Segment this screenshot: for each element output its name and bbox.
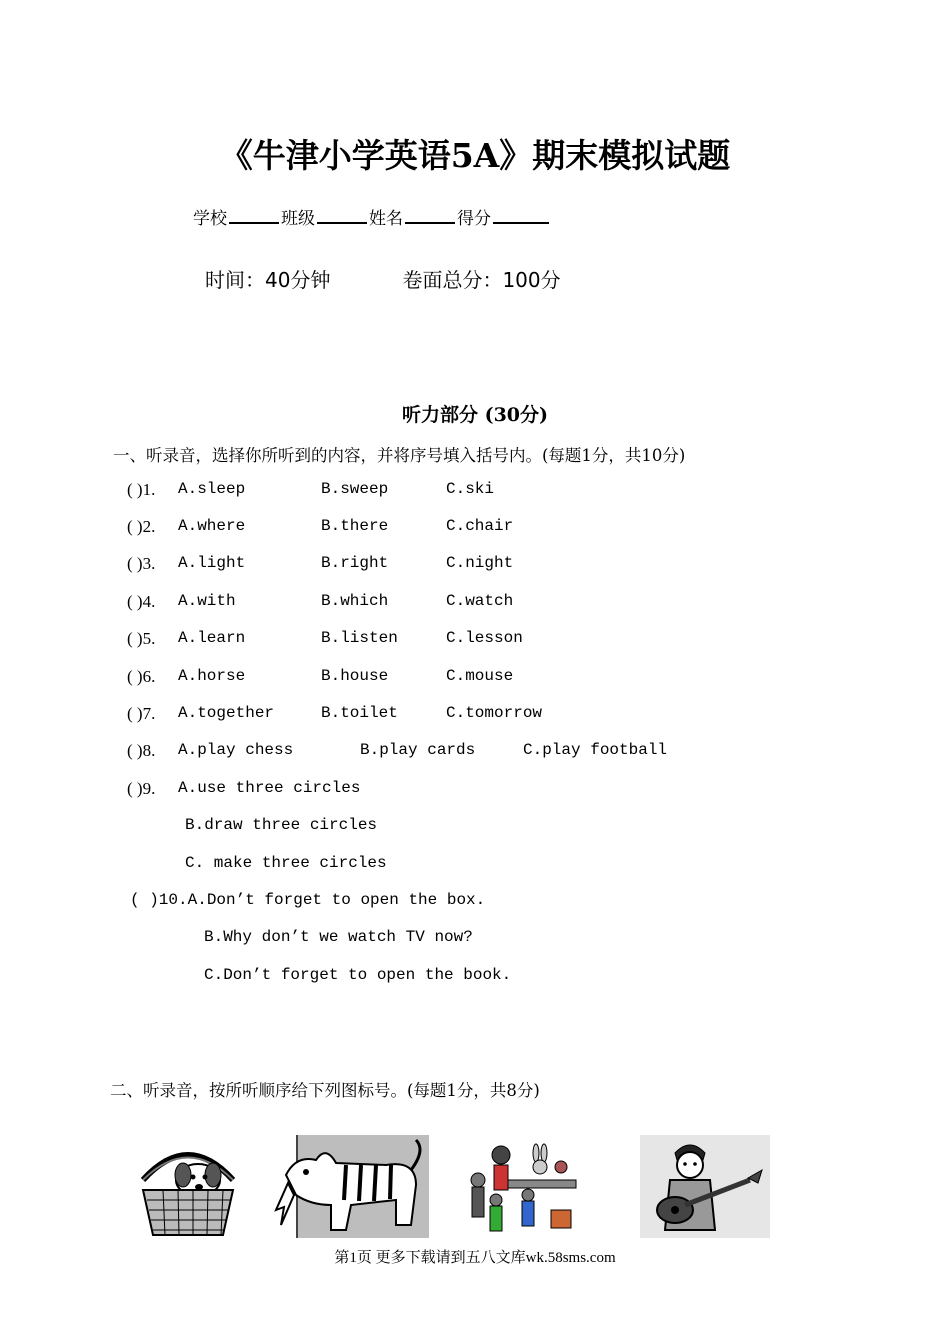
option-a: A.light <box>178 554 246 572</box>
option-a: A.Don’t forget to open the box. <box>187 891 486 909</box>
score-blank[interactable] <box>493 206 549 224</box>
question-9 <box>127 779 155 799</box>
page-footer: 第1页 更多下载请到五八文库wk.58sms.com <box>334 1250 616 1266</box>
option-c: C. make three circles <box>185 854 387 872</box>
question-3 <box>127 554 155 574</box>
option-a: A.with <box>178 592 236 610</box>
question-number[interactable]: ( )10. <box>130 891 188 909</box>
dog-in-basket-picture <box>123 1135 254 1238</box>
part1-instruction: 一、听录音，选择你所听到的内容，并将序号填入括号内。(每题1分，共10分) <box>113 446 686 465</box>
class-label: 班级 <box>281 209 315 229</box>
question-number[interactable]: ( )2. <box>127 517 156 536</box>
option-c: C.chair <box>446 517 514 535</box>
score-label: 得分 <box>457 209 491 229</box>
option-b: B.right <box>321 554 389 572</box>
question-5 <box>127 629 155 649</box>
option-c: C.ski <box>446 480 495 498</box>
school-blank[interactable] <box>229 206 279 224</box>
option-a: A.learn <box>178 629 246 647</box>
school-label: 学校 <box>193 209 227 229</box>
question-number[interactable]: ( )5. <box>127 629 156 648</box>
time-line <box>205 264 561 293</box>
tiger-with-fish-picture <box>266 1135 429 1238</box>
option-a: A.sleep <box>178 480 246 498</box>
option-c: C.lesson <box>446 629 523 647</box>
option-c: C.watch <box>446 592 514 610</box>
option-b: B.house <box>321 667 389 685</box>
option-b: B.listen <box>321 629 398 647</box>
option-c: C.play football <box>523 741 668 759</box>
class-blank[interactable] <box>317 206 367 224</box>
question-6 <box>127 667 155 687</box>
question-number[interactable]: ( )4. <box>127 592 156 611</box>
option-b: B.draw three circles <box>185 816 378 834</box>
question-7 <box>127 704 155 724</box>
question-number[interactable]: ( )1. <box>127 480 156 499</box>
option-b: B.play cards <box>360 741 476 759</box>
option-c: C.mouse <box>446 667 514 685</box>
option-a: A.horse <box>178 667 246 685</box>
option-b: B.sweep <box>321 480 389 498</box>
option-b: B.Why don’t we watch TV now? <box>204 928 473 946</box>
page-title: 《牛津小学英语5A》期末模拟试题 <box>219 136 731 175</box>
part2-instruction: 二、听录音，按所听顺序给下列图标号。(每题1分，共8分) <box>110 1081 540 1100</box>
listening-section-title: 听力部分 (30分) <box>401 404 549 426</box>
question-10 <box>130 891 485 909</box>
question-number[interactable]: ( )7. <box>127 704 156 723</box>
option-b: B.which <box>321 592 389 610</box>
option-a: A.play chess <box>178 741 294 759</box>
question-8 <box>127 741 155 761</box>
boy-with-guitar-picture <box>640 1135 770 1238</box>
question-4 <box>127 592 155 612</box>
option-c: C.tomorrow <box>446 704 543 722</box>
question-1 <box>127 480 155 500</box>
option-c: C.night <box>446 554 514 572</box>
total-score-text: 卷面总分：100分 <box>402 268 561 292</box>
question-2 <box>127 517 155 537</box>
question-number[interactable]: ( )6. <box>127 667 156 686</box>
student-info-line <box>193 204 551 229</box>
party-scene-picture <box>466 1135 583 1238</box>
option-a: A.together <box>178 704 275 722</box>
option-b: B.toilet <box>321 704 398 722</box>
option-b: B.there <box>321 517 389 535</box>
question-number[interactable]: ( )9. <box>127 779 156 798</box>
option-a: A.where <box>178 517 246 535</box>
name-blank[interactable] <box>405 206 455 224</box>
duration-text: 时间：40分钟 <box>205 268 331 292</box>
option-a: A.use three circles <box>178 779 361 797</box>
question-number[interactable]: ( )3. <box>127 554 156 573</box>
option-c: C.Don’t forget to open the book. <box>204 966 512 984</box>
question-number[interactable]: ( )8. <box>127 741 156 760</box>
name-label: 姓名 <box>369 209 403 229</box>
